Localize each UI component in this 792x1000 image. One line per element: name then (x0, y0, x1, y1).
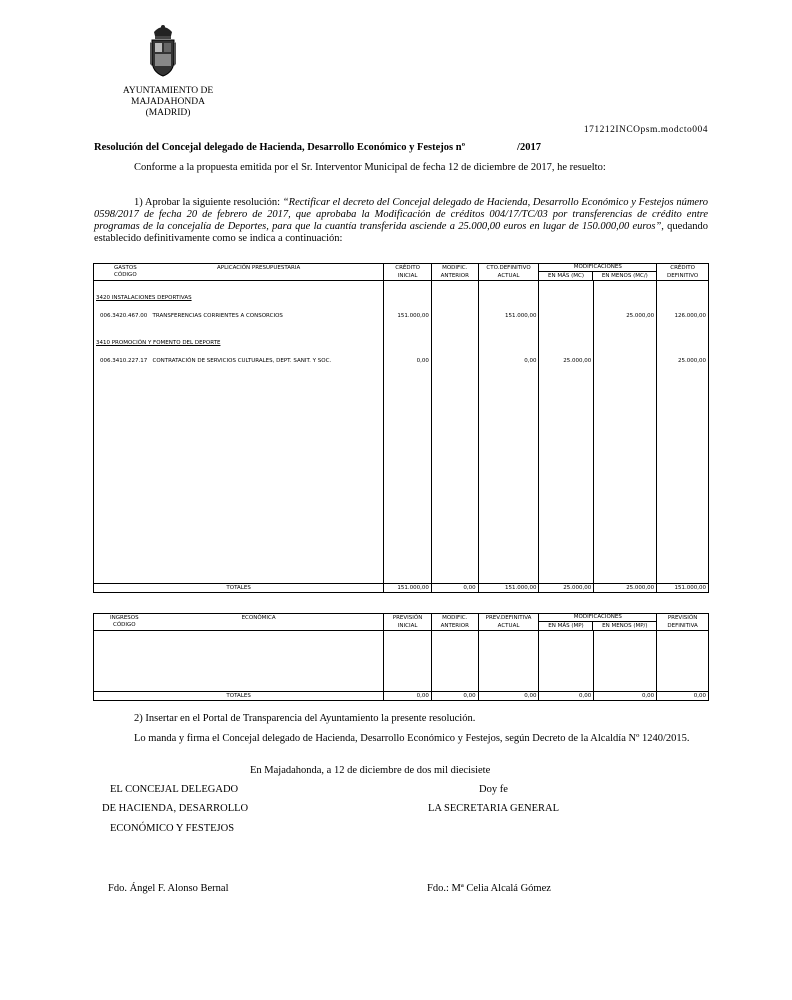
h-credito-2: CRÉDITO (670, 265, 695, 271)
gastos-header-definitivo (657, 264, 709, 281)
organization-name (108, 86, 228, 119)
ingresos-total-anterior: 0,00 (431, 692, 478, 701)
ingresos-body-eco (94, 631, 384, 692)
gastos-body-row (94, 281, 709, 584)
h-cto-def: CTO.DEFINITIVO (486, 265, 531, 271)
h-inicial: INICIAL (397, 273, 418, 279)
ingresos-header-modificaciones (539, 614, 657, 631)
row1-inicial: 151.000,00 (397, 313, 429, 319)
ingresos-header-row (94, 614, 709, 631)
h-actual: ACTUAL (497, 273, 520, 279)
row1-definitivo: 126.000,00 (674, 313, 706, 319)
mandate-text: Lo manda y firma el Concejal delegado de Hacienda, Desarrollo Económico y Festejos, según Decreto de la Alcaldía Nº 1240/2015. (134, 733, 690, 744)
h-anterior-ing: ANTERIOR (440, 623, 469, 629)
gastos-body-inicial (384, 281, 432, 584)
place-date: En Majadahonda, a 12 de diciembre de dos mil diecisiete (250, 765, 491, 776)
ingresos-header-eco (94, 614, 384, 631)
ingresos-total-actual: 0,00 (478, 692, 539, 701)
gastos-total-definitivo: 151.000,00 (657, 584, 709, 593)
gastos-header-apl (94, 264, 384, 281)
h-credito: CRÉDITO (395, 265, 420, 271)
title-text: Resolución del Concejal delegado de Hacienda, Desarrollo Económico y Festejos nº (94, 142, 466, 153)
ingresos-totals-row (94, 692, 709, 701)
ingresos-header-prevision (384, 614, 432, 631)
ingresos-total-definitiva: 0,00 (657, 692, 709, 701)
row2-definitivo: 25.000,00 (678, 358, 706, 364)
row1-menos: 25.000,00 (626, 313, 655, 319)
reference-code: 171212INCOpsm.modcto004 (583, 125, 708, 135)
org-line-1: AYUNTAMIENTO DE (122, 86, 214, 96)
title-year: /2017 (517, 142, 541, 153)
h-actual-ing: ACTUAL (497, 623, 520, 629)
h-modificaciones: MODIFICACIONES (539, 264, 656, 272)
h-inicial-ing: INICIAL (397, 623, 418, 629)
gastos-total-inicial: 151.000,00 (384, 584, 432, 593)
gastos-totals-label: TOTALES (94, 584, 384, 593)
gastos-header-modific (431, 264, 478, 281)
gastos-total-actual: 151.000,00 (478, 584, 539, 593)
h-aplicacion: APLICACIÓN PRESUPUESTARIA (216, 265, 301, 271)
ingresos-table (93, 613, 709, 701)
ingresos-header-prevdef (478, 614, 539, 631)
gastos-header-credito (384, 264, 432, 281)
h-en-mas-ing: EN MÁS (MP) (539, 622, 593, 630)
h-codigo: CÓDIGO (114, 272, 137, 278)
section-3410: 3410 PROMOCIÓN Y FOMENTO DEL DEPORTE (96, 340, 221, 346)
signer-right-line2: LA SECRETARIA GENERAL (428, 803, 559, 814)
h-gastos: GASTOS (114, 265, 137, 271)
ingresos-body-mas (539, 631, 594, 692)
resolution-title (94, 142, 541, 153)
ingresos-body-menos (594, 631, 657, 692)
row2-actual: 0,00 (524, 358, 537, 364)
section-3420: 3420 INSTALACIONES DEPORTIVAS (96, 295, 192, 301)
ingresos-header-modific (431, 614, 478, 631)
table-row (100, 313, 283, 319)
h-modificaciones-ing: MODIFICACIONES (539, 614, 656, 622)
h-prevision: PREVISIÓN (392, 615, 423, 621)
gastos-body-mas (539, 281, 594, 584)
table-row (100, 358, 331, 364)
h-en-mas: EN MÁS (MC) (539, 272, 593, 280)
signer-right-line1: Doy fe (479, 784, 508, 795)
point-1-quote: “Rectificar el decreto del Concejal delegado de Hacienda, Desarrollo Económico y Festejos número 0598/2017 de fecha 20 de febrero de 2017, que aprobaba la Modificación de créditos 004/17/TC/03 por transferencias de crédito entre programas de la concejalía de Deportes, para que la cuantía transferida asciende a 25.000,00 euros en lugar de 150.000,00 euros” (94, 197, 709, 232)
ingresos-total-inicial: 0,00 (384, 692, 432, 701)
intro-text: Conforme a la propuesta emitida por el Sr. Interventor Municipal de fecha 12 de diciembre de 2017, he resuelto: (134, 162, 606, 173)
ingresos-body-actual (478, 631, 539, 692)
h-definitiva: DEFINITIVA (667, 623, 698, 629)
gastos-body-apl (94, 281, 384, 584)
gastos-total-anterior: 0,00 (431, 584, 478, 593)
gastos-total-mas: 25.000,00 (539, 584, 594, 593)
row2-inicial: 0,00 (416, 358, 429, 364)
ingresos-total-mas: 0,00 (539, 692, 594, 701)
row2-mas: 25.000,00 (563, 358, 592, 364)
row1-actual: 151.000,00 (504, 313, 537, 319)
signer-left-line1: EL CONCEJAL DELEGADO (110, 784, 239, 795)
ingresos-header-definitiva (657, 614, 709, 631)
gastos-header-ctodef (478, 264, 539, 281)
ingresos-total-menos: 0,00 (594, 692, 657, 701)
h-modific-ing: MODIFIC. (442, 615, 468, 621)
mandate-paragraph (94, 733, 708, 745)
h-ingresos: INGRESOS (110, 615, 139, 621)
point-2-paragraph: 2) Insertar en el Portal de Transparencia del Ayuntamiento la presente resolución. (134, 713, 476, 724)
h-modific: MODIFIC. (442, 265, 468, 271)
gastos-totals-row (94, 584, 709, 593)
gastos-header-row (94, 264, 709, 281)
h-prev-def: PREV.DEFINITIVA (485, 615, 532, 621)
gastos-body-definitivo (657, 281, 709, 584)
h-codigo-ing: CÓDIGO (112, 622, 136, 628)
gastos-total-menos: 25.000,00 (594, 584, 657, 593)
h-en-menos: EN MENOS (MC/) (601, 273, 648, 279)
point-1-tail: , quedando establecido definitivamente como se indica a continuación: (94, 221, 708, 244)
row2-desc: CONTRATACIÓN DE SERVICIOS CULTURALES, DEPT. SANIT. Y SOC. (152, 358, 332, 364)
gastos-body-menos (594, 281, 657, 584)
signer-left-line2: DE HACIENDA, DESARROLLO (102, 803, 249, 814)
intro-paragraph (94, 162, 708, 174)
h-anterior: ANTERIOR (440, 273, 469, 279)
org-line-2: MAJADAHONDA (131, 97, 205, 107)
gastos-table (93, 263, 709, 593)
row2-code: 006.3410.227.17 (100, 358, 148, 364)
signer-left-name: Fdo. Ángel F. Alonso Bernal (108, 883, 229, 894)
h-en-menos-ing: EN MENOS (MP/) (602, 623, 648, 629)
point-1-lead: 1) Aprobar la siguiente resolución: (134, 197, 281, 208)
h-economica: ECONÓMICA (241, 615, 276, 621)
gastos-header-modificaciones (539, 264, 657, 281)
org-line-3: (MADRID) (145, 108, 191, 118)
coat-of-arms-icon (146, 22, 180, 78)
signer-left-line3: ECONÓMICO Y FESTEJOS (110, 823, 235, 834)
point-1-paragraph (94, 197, 708, 245)
ingresos-totals-label: TOTALES (94, 692, 384, 701)
ingresos-body-row (94, 631, 709, 692)
signer-right-name: Fdo.: Mª Celia Alcalá Gómez (427, 883, 551, 894)
gastos-body-anterior (431, 281, 478, 584)
row1-code: 006.3420.467.00 (100, 313, 148, 319)
gastos-body-actual (478, 281, 539, 584)
ingresos-body-anterior (431, 631, 478, 692)
h-definitivo: DEFINITIVO (666, 273, 699, 279)
ingresos-body-definitiva (657, 631, 709, 692)
ingresos-body-inicial (384, 631, 432, 692)
h-prevision-2: PREVISIÓN (667, 615, 698, 621)
row1-desc: TRANSFERENCIAS CORRIENTES A CONSORCIOS (152, 313, 283, 319)
